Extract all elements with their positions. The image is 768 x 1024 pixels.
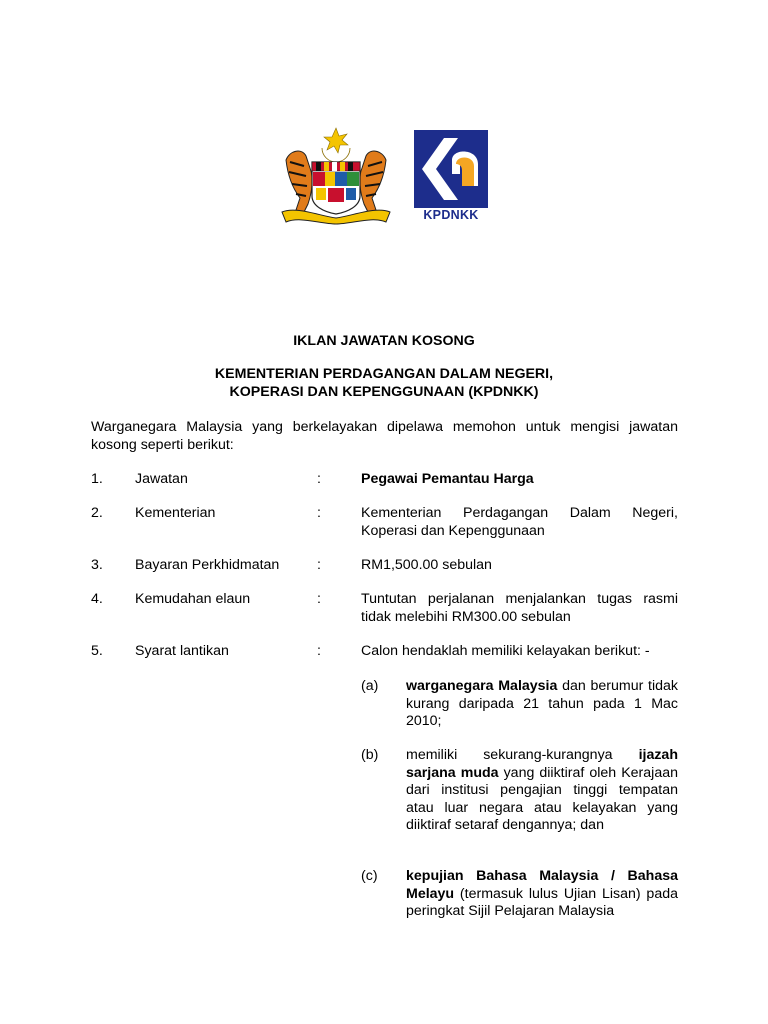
page-title: IKLAN JAWATAN KOSONG (293, 333, 475, 349)
item-value: RM1,500.00 sebulan (361, 557, 492, 573)
item-number: 5. (91, 643, 103, 659)
item-number: 3. (91, 557, 103, 573)
condition-letter: (c) (361, 868, 378, 884)
coat-of-arms-icon (276, 126, 396, 226)
condition-rest: yang diiktiraf oleh Kerajaan dari institusi pengajian tinggi tempatan atau luar negara atau kelayakan yang diiktiraf setaraf dengannya; dan (406, 764, 678, 834)
condition-bold: ijazah sarjana muda (406, 747, 678, 781)
condition-text (406, 747, 678, 835)
item-value: Calon hendaklah memiliki kelayakan berikut: - (361, 643, 650, 659)
condition-letter: (a) (361, 678, 379, 694)
ministry-line-2: KOPERASI DAN KEPENGGUNAAN (KPDNKK) (229, 384, 539, 400)
condition-bold: kepujian Bahasa Malaysia / Bahasa Melayu (406, 868, 678, 902)
item-number: 4. (91, 591, 103, 607)
kpdnkk-icon (414, 130, 488, 208)
condition-text (406, 678, 678, 731)
kpdnkk-logo (414, 130, 488, 222)
item-colon: : (317, 471, 321, 487)
item-label: Bayaran Perkhidmatan (135, 557, 280, 573)
condition-text (406, 868, 678, 921)
item-number: 2. (91, 505, 103, 521)
item-colon: : (317, 591, 321, 607)
condition-rest: (termasuk lulus Ujian Lisan) pada peringkat Sijil Pelajaran Malaysia (406, 885, 678, 920)
item-row (91, 505, 691, 541)
item-label: Syarat lantikan (135, 643, 229, 659)
item-colon: : (317, 643, 321, 659)
condition-pre: memiliki sekurang-kurangnya (406, 747, 639, 763)
item-row (91, 471, 691, 507)
logo-header (0, 126, 768, 226)
condition-rest: dan berumur tidak kurang daripada 21 tahun pada 1 Mac 2010; (406, 678, 679, 730)
condition-bold: warganegara Malaysia (406, 678, 558, 694)
item-row (91, 557, 691, 593)
item-colon: : (317, 505, 321, 521)
item-value: Tuntutan perjalanan menjalankan tugas rasmi tidak melebihi RM300.00 sebulan (361, 591, 678, 625)
item-row (91, 643, 691, 679)
item-label: Kementerian (135, 505, 216, 521)
intro-paragraph: Warganegara Malaysia yang berkelayakan dipelawa memohon untuk mengisi jawatan kosong seperti berikut: (91, 419, 678, 453)
item-colon: : (317, 557, 321, 573)
item-number: 1. (91, 471, 103, 487)
item-value: Pegawai Pemantau Harga (361, 471, 534, 487)
condition-letter: (b) (361, 747, 379, 763)
item-label: Kemudahan elaun (135, 591, 251, 607)
item-value: Kementerian Perdagangan Dalam Negeri, Koperasi dan Kepenggunaan (361, 505, 678, 539)
item-row (91, 591, 691, 627)
ministry-line-1: KEMENTERIAN PERDAGANGAN DALAM NEGERI, (214, 366, 554, 382)
item-label: Jawatan (135, 471, 188, 487)
kpdnkk-logo-text: KPDNKK (423, 208, 479, 222)
